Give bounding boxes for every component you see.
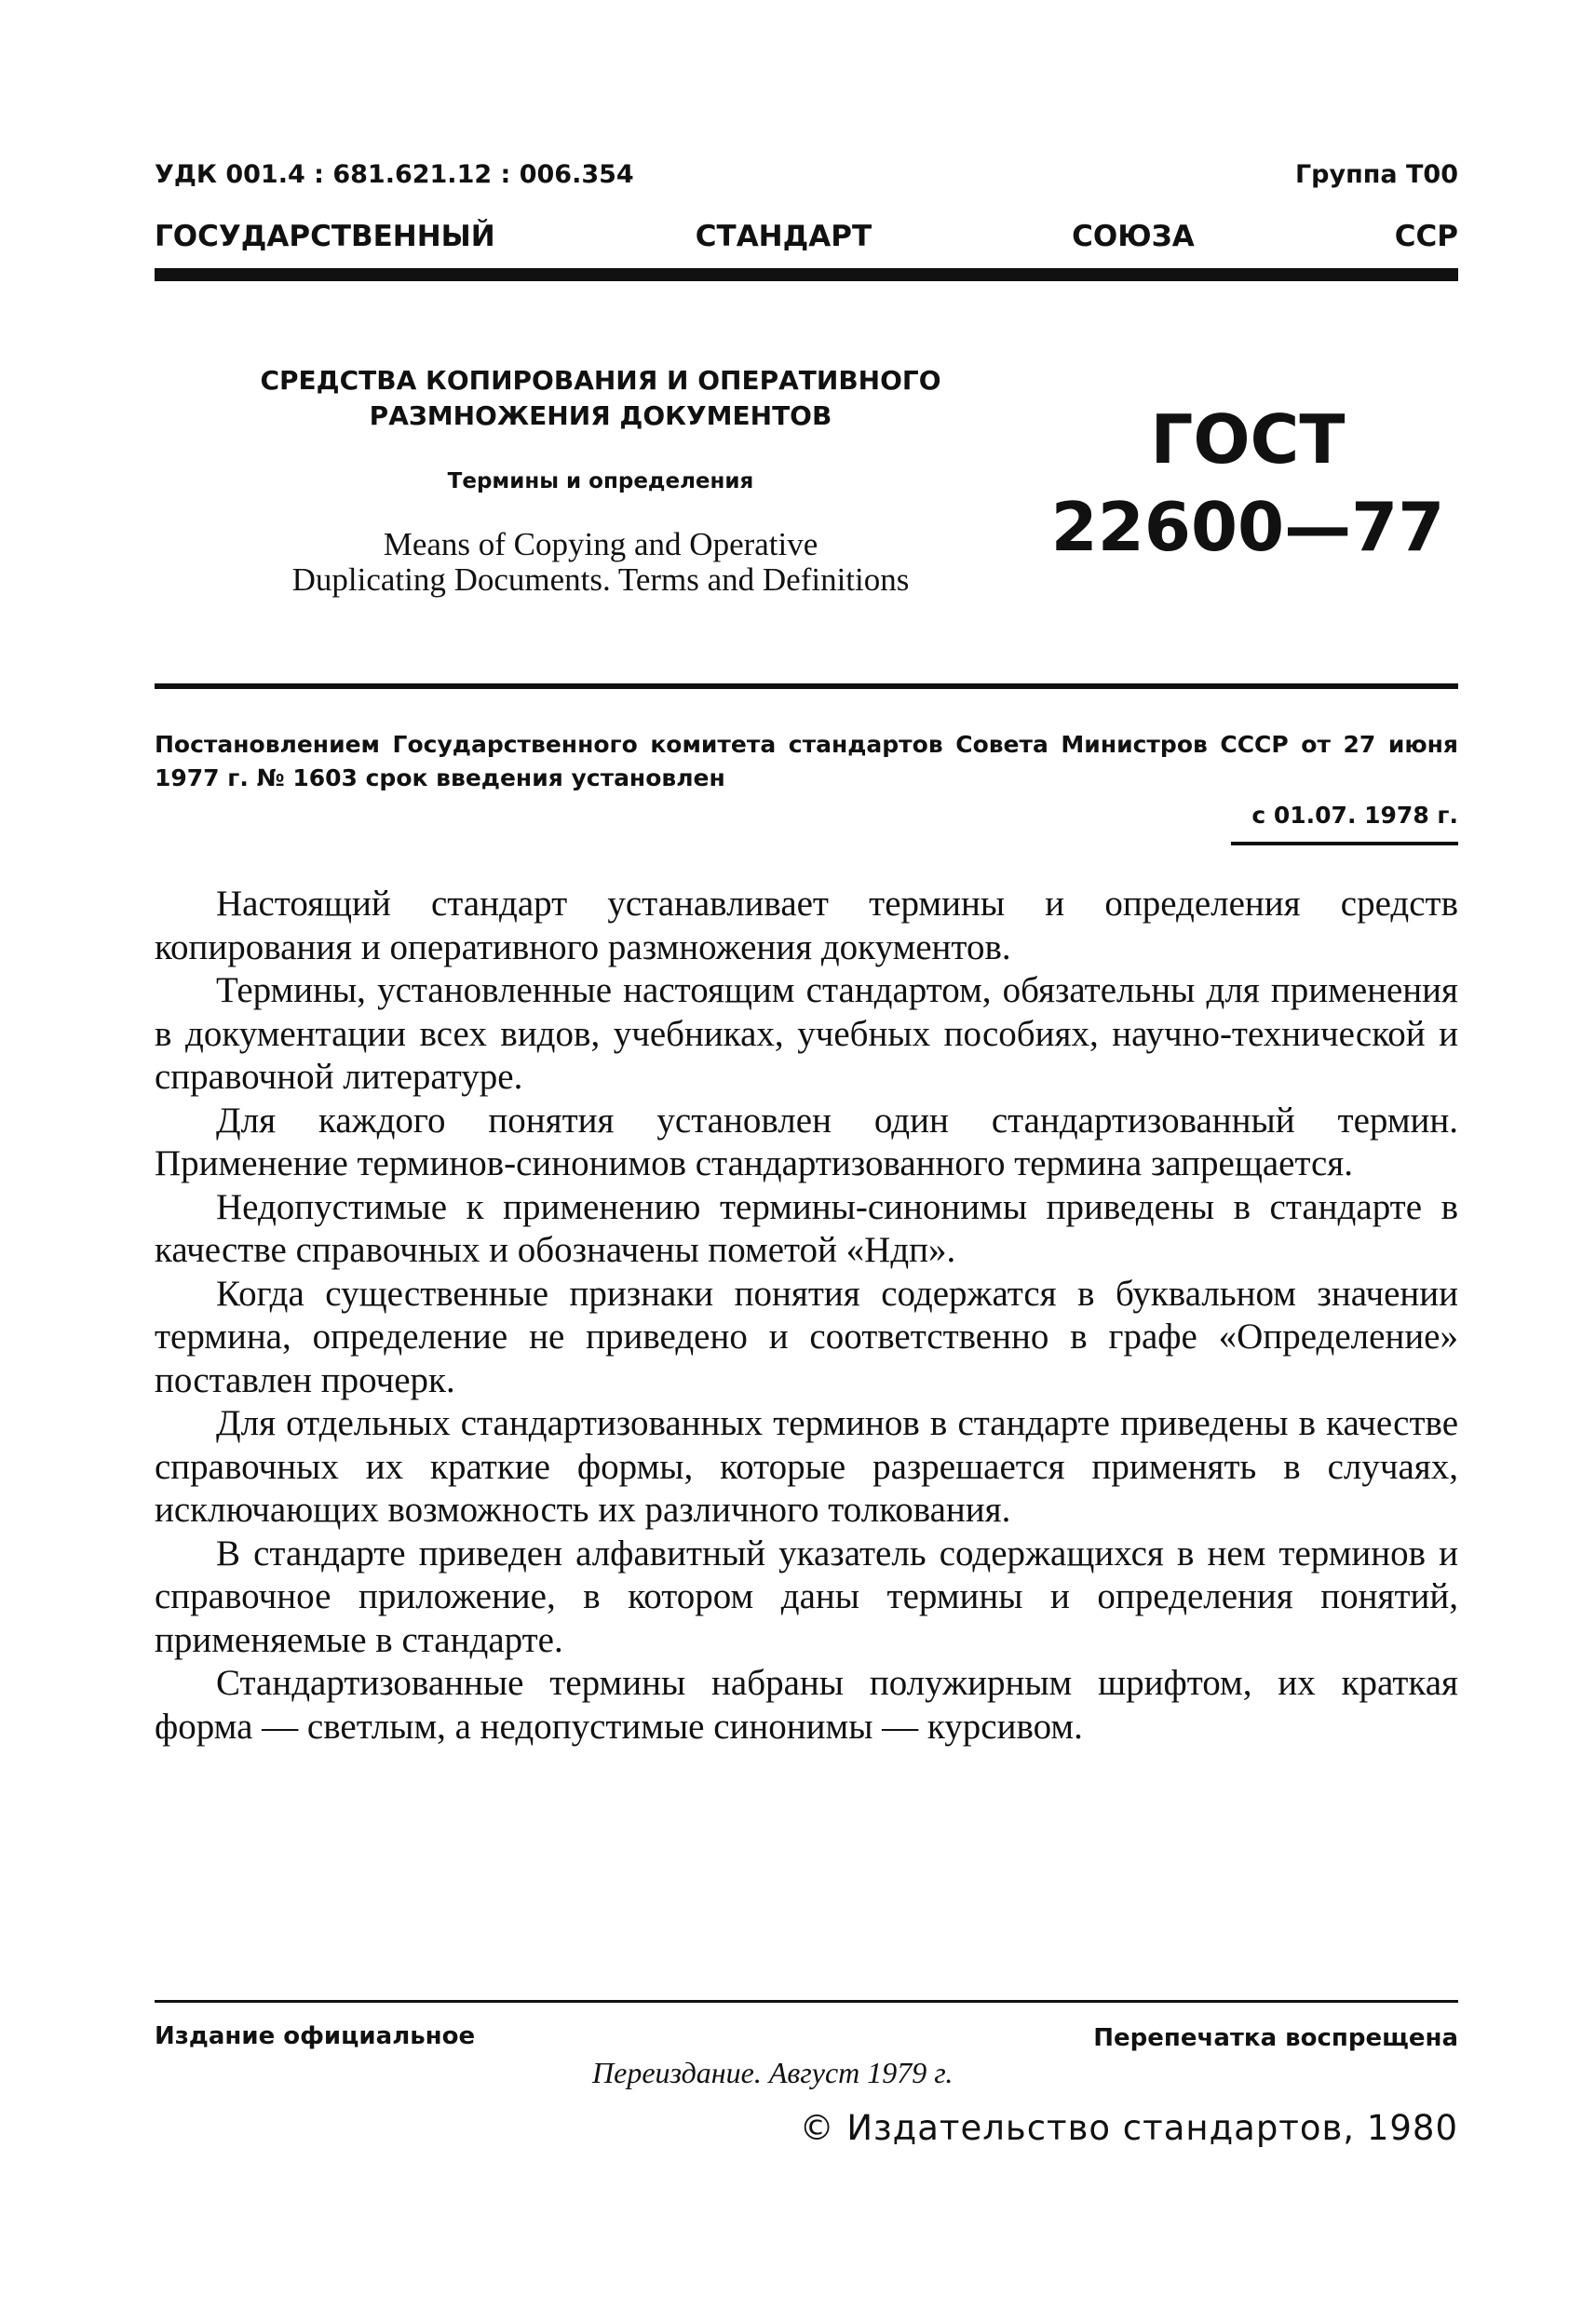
effective-date-underline <box>1231 842 1458 845</box>
title-subtitle: Термины и определения <box>447 469 754 493</box>
heading-word-2: СТАНДАРТ <box>695 220 872 253</box>
title-english: Means of Copying and Operative Duplicating Documents. Terms and Definitions <box>291 526 910 598</box>
title-rule <box>155 683 1458 689</box>
heading-word-1: ГОСУДАРСТВЕННЫЙ <box>155 220 495 253</box>
footer-rule <box>155 2000 1458 2003</box>
copyright-line: © Издательство стандартов, 1980 <box>799 2108 1458 2148</box>
gost-number: ГОСТ 22600—77 <box>1050 400 1445 566</box>
body-paragraph-2: Термины, установленные настоящим стандартом, обязательны для применения в документации всех видов, учебниках, учебных пособиях, научно-технической и справочной литературе. <box>155 970 1458 1097</box>
body-paragraph-6: Для отдельных стандартизованных терминов в стандарте приведены в качестве справочных их краткие формы, которые разрешается применять в случаях, исключающих возможность их различного толкования. <box>155 1403 1458 1530</box>
body-paragraph-4: Недопустимые к применению термины-синонимы приведены в стандарте в качестве справочных и обозначены пометой «Ндп». <box>155 1186 1458 1270</box>
official-edition: Издание официальное <box>155 2022 476 2050</box>
body-paragraph-8: Стандартизованные термины набраны полужирным шрифтом, их краткая форма — светлым, а недопустимые синонимы — курсивом. <box>155 1663 1458 1747</box>
body-paragraph-1: Настоящий стандарт устанавливает термины и определения средств копирования и оперативного размножения документов. <box>155 884 1458 967</box>
heading-word-3: СОЮЗА <box>1072 220 1195 253</box>
body-text <box>155 883 1458 1749</box>
reissue-note: Переиздание. Август 1979 г. <box>592 2056 954 2089</box>
header-thick-rule <box>155 268 1458 281</box>
reprint-prohibited: Перепечатка воспрещена <box>1093 2024 1458 2052</box>
body-paragraph-3: Для каждого понятия установлен один стандартизованный термин. Применение терминов-синонимов стандартизованного термина запрещается. <box>155 1100 1458 1183</box>
udk-code: УДК 001.4 : 681.621.12 : 006.354 <box>155 160 634 189</box>
state-standard-heading <box>155 220 1458 253</box>
title-russian: СРЕДСТВА КОПИРОВАНИЯ И ОПЕРАТИВНОГО РАЗМНОЖЕНИЯ ДОКУМЕНТОВ <box>260 365 941 431</box>
body-paragraph-5: Когда существенные признаки понятия содержатся в буквальном значении термина, определение не приведено и соответственно в графе «Определение» поставлен прочерк. <box>155 1273 1458 1400</box>
resolution-text: Постановлением Государственного комитета стандартов Совета Министров СССР от 27 июня 1977 г. № 1603 срок введения установлен <box>155 731 1458 791</box>
title-block <box>214 363 987 598</box>
effective-date: с 01.07. 1978 г. <box>1251 802 1458 829</box>
group-code: Группа Т00 <box>1294 160 1458 189</box>
heading-word-4: ССР <box>1394 220 1458 253</box>
body-paragraph-7: В стандарте приведен алфавитный указатель содержащихся в нем терминов и справочное приложение, в котором даны термины и определения понятий, применяемые в стандарте. <box>155 1533 1458 1660</box>
